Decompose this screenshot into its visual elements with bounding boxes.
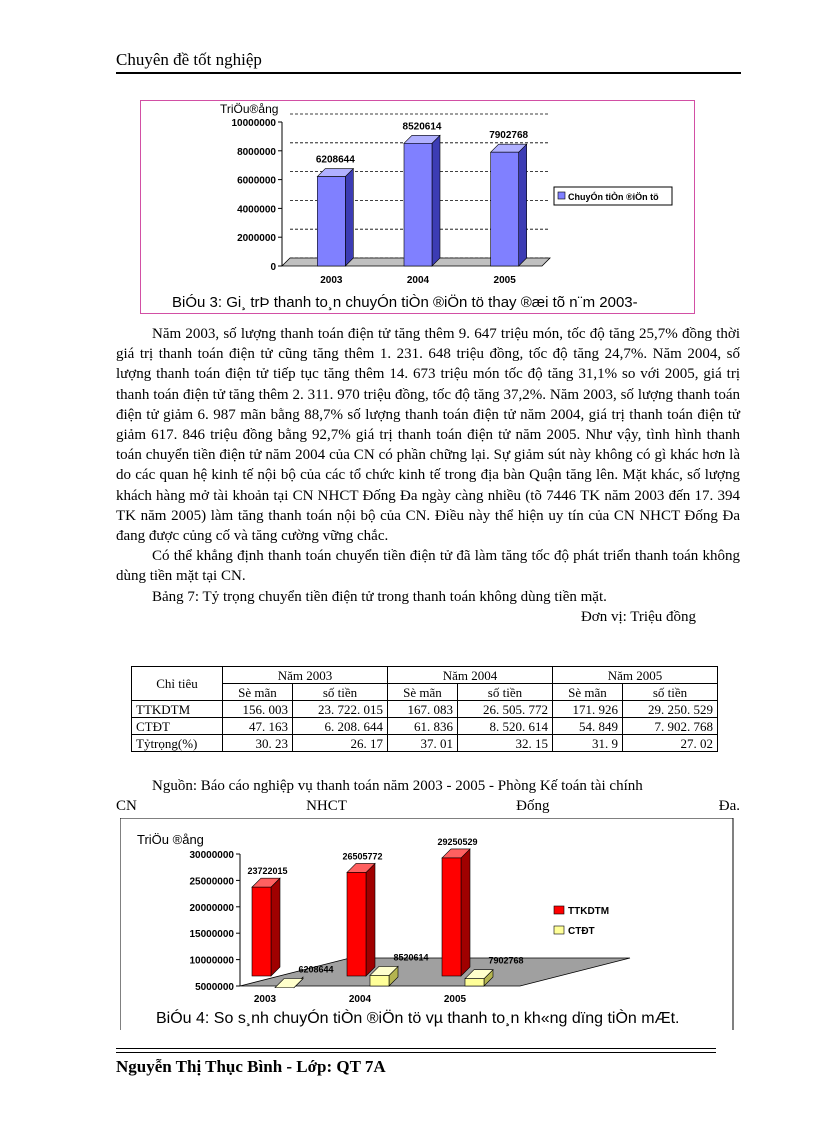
cell: 6. 208. 644 — [292, 718, 387, 735]
chart2-ytick-label: 5000000 — [195, 982, 234, 993]
chart2-legend — [554, 906, 609, 937]
cell: 23. 722. 015 — [292, 701, 387, 718]
chart2-bar-s1-side — [461, 849, 470, 976]
sub-header-count: Sè mãn — [552, 684, 622, 701]
chart2-value-label-s2: 8520614 — [393, 952, 429, 963]
chart2-yticks — [190, 850, 241, 993]
chart2-bar-s2 — [465, 979, 484, 986]
chart2-value-label-s1: 29250529 — [437, 836, 478, 847]
table-title: Bảng 7: Tỷ trọng chuyển tiền điện tử trong thanh toán không dùng tiền mặt. — [152, 588, 607, 605]
sub-header-amount: số tiền — [622, 684, 717, 701]
cell: 37. 01 — [387, 735, 457, 752]
chart1-yticks — [232, 118, 283, 273]
cell: 26. 17 — [292, 735, 387, 752]
chart1 — [140, 100, 695, 315]
chart1-bar-side — [432, 135, 440, 266]
chart2-ylabel: TriÖu ®ång — [137, 832, 204, 847]
chart1-ytick-label: 4000000 — [237, 204, 276, 216]
year-header: Năm 2005 — [552, 667, 717, 684]
row-label: CTĐT — [132, 718, 223, 735]
cell: 7. 902. 768 — [622, 718, 717, 735]
chart2-ytick-label: 20000000 — [189, 902, 234, 914]
source-word: NHCT — [306, 798, 347, 815]
footer-author: Nguyễn Thị Thục Bình - Lớp: QT 7A — [116, 1057, 386, 1076]
chart1-legend-swatch — [558, 192, 565, 199]
footer-rule — [116, 1048, 716, 1049]
chart1-value-label: 8520614 — [402, 121, 442, 133]
page-header-title: Chuyên đề tốt nghiệp — [116, 50, 262, 69]
source-note — [116, 776, 740, 816]
source-line-1: Nguồn: Báo cáo nghiệp vụ thanh toán năm 2003 - 2005 - Phòng Kế toán tài chính — [152, 778, 643, 794]
table-header-row — [132, 667, 718, 684]
table-row — [132, 735, 718, 752]
cell: 61. 836 — [387, 718, 457, 735]
chart1-ytick-label: 10000000 — [231, 118, 276, 129]
cell: 8. 520. 614 — [457, 718, 552, 735]
source-line-2 — [116, 796, 740, 816]
chart2-legend-swatch-1 — [554, 906, 564, 914]
paragraph-1: Năm 2003, số lượng thanh toán điện tử tăng thêm 9. 647 triệu món, tốc độ tăng 25,7% đồng thời giá trị thanh toán điện tử cũng tăng thêm 1. 231. 648 triệu đồng, tốc độ tăng 24,7%. Năm 2004, số lượng thanh toán điện tử tiếp tục tăng thêm 14. 673 triệu món tốc độ tăng 31,1% so với 2005, giá trị thanh toán điện tử tăng thêm 2. 311. 970 triệu đồng, tốc độ tăng 37,2%. Năm 2003, số lượng thanh toán điện tử giảm 6. 987 mãn bằng 88,7% số lượng thanh toán điện tử năm 2004, giá trị thanh toán điện tử giảm 617. 846 triệu đồng bằng 92,7% giá trị thanh toán điện tử năm 2005. Như vậy, tình hình thanh toán chuyển tiền điện tử năm 2004 của CN có phần chững lại. Sự giảm sút này không có gì khác hơn là do các quan hệ kinh tế nội bộ của các tổ chức kinh tế trong địa bàn Quận tăng lên. Mặt khác, số lượng khách hàng mở tài khoản tại CN NHCT Đống Đa ngày càng nhiều (tõ 7446 TK năm 2003 đến 17. 394 TK năm 2005) làm tăng thanh toán nội bộ của CN. Điều này thể hiện uy tín của CN NHCT Đống Đa đang được củng cố và tăng cường vững chắc. — [116, 326, 740, 545]
chart1-caption: BiÓu 3: Gi¸ trÞ thanh to¸n chuyÓn tiÒn ®iÖn tö thay ®æi tõ n¨m 2003- — [172, 294, 638, 311]
cell: 31. 9 — [552, 735, 622, 752]
chart1-value-label: 6208644 — [315, 154, 355, 166]
body-paragraphs — [116, 324, 740, 627]
cell: 29. 250. 529 — [622, 701, 717, 718]
chart2-bar-s1-side — [271, 878, 280, 976]
cell: 156. 003 — [223, 701, 293, 718]
chart2-legend-label-1: TTKDTM — [568, 906, 610, 917]
sub-header-amount: số tiền — [457, 684, 552, 701]
chart1-value-label: 7902768 — [489, 130, 529, 142]
chart2-value-label-s2: 7902768 — [488, 955, 524, 966]
chart2-ytick-label: 10000000 — [189, 955, 234, 967]
chart2-bar-s1-side — [366, 863, 375, 976]
chart2-bar-s1 — [442, 858, 461, 976]
year-header: Năm 2003 — [223, 667, 388, 684]
chart2-value-label-s1: 23722015 — [247, 866, 288, 877]
sub-header-count: Sè mãn — [387, 684, 457, 701]
chart2-ytick-label: 30000000 — [189, 850, 234, 861]
row-label: Tỷtrọng(%) — [132, 735, 223, 752]
chart1-legend-label: ChuyÓn tiÒn ®iÖn tö — [568, 192, 659, 202]
chart2-ytick-label: 25000000 — [189, 876, 234, 888]
chart1-xlabels — [320, 275, 516, 286]
chart1-ytick-label: 8000000 — [237, 146, 276, 158]
chart2-bar-s1 — [347, 872, 366, 976]
col-header-indicator: Chỉ tiêu — [132, 667, 223, 701]
chart2-value-label-s2: 6208644 — [298, 964, 334, 975]
row-label: TTKDTM — [132, 701, 223, 718]
cell: 54. 849 — [552, 718, 622, 735]
header-rule — [116, 72, 741, 74]
cell: 171. 926 — [552, 701, 622, 718]
chart1-xtick-label: 2004 — [406, 275, 430, 286]
chart1-ytick-label: 2000000 — [237, 233, 276, 245]
table-row — [132, 718, 718, 735]
chart2-caption: BiÓu 4: So s¸nh chuyÓn tiÒn ®iÖn tö vµ thanh to¸n kh«ng dïng tiÒn mÆt. — [156, 1010, 680, 1027]
chart1-xtick-label: 2003 — [320, 275, 343, 286]
table-row — [132, 701, 718, 718]
sub-header-count: Sè mãn — [223, 684, 293, 701]
cell: 47. 163 — [223, 718, 293, 735]
cell: 32. 15 — [457, 735, 552, 752]
cell: 167. 083 — [387, 701, 457, 718]
cell: 30. 23 — [223, 735, 293, 752]
table-unit: Đơn vị: Triệu đồng — [580, 608, 696, 625]
chart1-bar-side — [519, 144, 527, 266]
chart1-legend — [554, 187, 672, 205]
chart1-ytick-label: 0 — [270, 262, 276, 273]
chart2-legend-label-2: CTĐT — [568, 926, 595, 937]
footer-rule — [116, 1052, 716, 1053]
chart2-xlabels — [254, 994, 467, 1005]
chart2-xtick-label: 2004 — [348, 994, 372, 1005]
chart1-ylabel: TriÖu®ång — [220, 102, 279, 116]
source-word: Đa. — [718, 798, 740, 815]
paragraph-2: Có thể khẳng định thanh toán chuyển tiền điện tử đã làm tăng tốc độ phát triển thanh toán không dùng tiền mặt tại CN. — [116, 548, 740, 585]
sub-header-amount: số tiền — [292, 684, 387, 701]
chart2-value-label-s1: 26505772 — [342, 851, 383, 862]
chart2 — [120, 818, 740, 1030]
chart2-legend-swatch-2 — [554, 926, 564, 934]
chart1-bar — [404, 143, 432, 266]
chart1-bar-side — [345, 169, 353, 266]
year-header: Năm 2004 — [387, 667, 552, 684]
cell: 26. 505. 772 — [457, 701, 552, 718]
chart2-xtick-label: 2003 — [253, 994, 277, 1005]
cell: 27. 02 — [622, 735, 717, 752]
ratio-table — [131, 666, 718, 752]
chart1-bar — [491, 152, 519, 266]
chart2-xtick-label: 2005 — [443, 994, 467, 1005]
chart2-ytick-label: 15000000 — [189, 929, 234, 941]
source-word: Đống — [516, 798, 550, 815]
chart1-bar — [317, 177, 345, 266]
chart2-bar-s1 — [252, 887, 271, 976]
chart1-ytick-label: 6000000 — [237, 175, 276, 187]
chart2-bar-s2 — [370, 975, 389, 986]
source-word: CN — [116, 798, 137, 815]
chart1-xtick-label: 2005 — [493, 275, 516, 286]
